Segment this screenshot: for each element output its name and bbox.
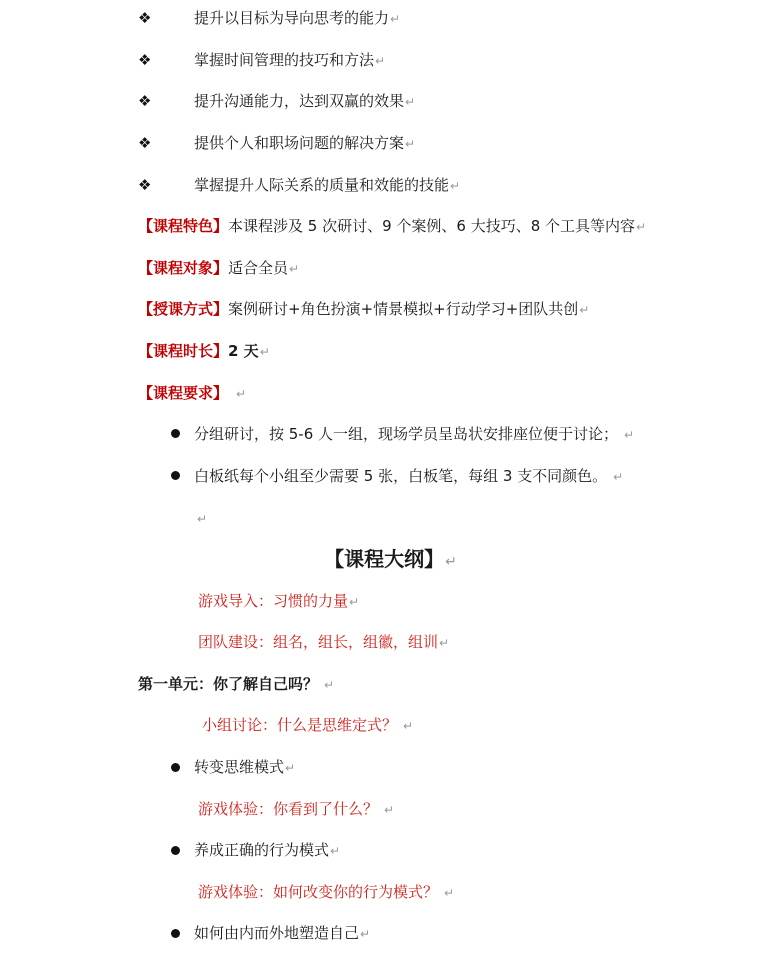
outline-item: 养成正确的行为模式↵ bbox=[194, 841, 341, 859]
info-label: 【授课方式】 bbox=[138, 300, 229, 318]
outline-item: 转变思维模式↵ bbox=[194, 758, 296, 776]
bullet-dot-icon bbox=[171, 929, 180, 938]
course-audience bbox=[138, 258, 299, 279]
game-experience: 游戏体验：如何改变你的行为模式？ ↵ bbox=[198, 883, 455, 901]
info-label: 【课程特色】 bbox=[138, 217, 229, 235]
paragraph-mark-icon: ↵ bbox=[403, 719, 414, 733]
bullet-dot-icon bbox=[171, 846, 180, 855]
course-duration bbox=[138, 341, 270, 362]
diamond-bullet-icon: ❖ bbox=[138, 176, 152, 194]
requirement-item: 白板纸每个小组至少需要 5 张，白板笔，每组 3 支不同颜色。 ↵ bbox=[194, 467, 624, 485]
goal-item: 提升沟通能力，达到双赢的效果↵ bbox=[194, 92, 416, 110]
paragraph-mark-icon: ↵ bbox=[285, 761, 296, 775]
info-label: 【课程时长】 bbox=[138, 342, 229, 360]
info-value: 本课程涉及 5 次研讨、9 个案例、6 大技巧、8 个工具等内容 bbox=[228, 217, 636, 235]
paragraph-mark-icon: ↵ bbox=[375, 54, 386, 68]
paragraph-mark-icon: ↵ bbox=[324, 678, 335, 692]
paragraph-mark-icon: ↵ bbox=[236, 387, 247, 401]
paragraph-mark-icon: ↵ bbox=[360, 927, 371, 941]
paragraph-mark-icon: ↵ bbox=[349, 595, 360, 609]
info-label: 【课程要求】 bbox=[138, 384, 229, 402]
paragraph-mark-icon: ↵ bbox=[624, 428, 635, 442]
goal-item: 掌握时间管理的技巧和方法↵ bbox=[194, 51, 386, 69]
goal-item: 提供个人和职场问题的解决方案↵ bbox=[194, 134, 416, 152]
course-method bbox=[138, 299, 589, 320]
paragraph-mark-icon: ↵ bbox=[405, 137, 416, 151]
group-discussion: 小组讨论：什么是思维定式？ ↵ bbox=[202, 716, 414, 734]
paragraph-mark-icon: ↵ bbox=[390, 12, 401, 26]
game-intro: 游戏导入：习惯的力量↵ bbox=[198, 592, 360, 610]
paragraph-mark-icon: ↵ bbox=[445, 554, 457, 570]
paragraph-mark-icon: ↵ bbox=[197, 512, 208, 526]
info-value: 案例研讨+角色扮演+情景模拟+行动学习+团队共创 bbox=[228, 300, 579, 318]
paragraph-mark-icon: ↵ bbox=[330, 844, 341, 858]
course-features bbox=[138, 216, 646, 237]
empty-paragraph bbox=[196, 508, 207, 529]
paragraph-mark-icon: ↵ bbox=[289, 262, 300, 276]
game-experience: 游戏体验：你看到了什么？ ↵ bbox=[198, 800, 395, 818]
info-value: 2 天 bbox=[228, 342, 259, 360]
diamond-bullet-icon: ❖ bbox=[138, 92, 152, 110]
course-requirements bbox=[138, 383, 246, 404]
paragraph-mark-icon: ↵ bbox=[384, 803, 395, 817]
info-value: 适合全员 bbox=[228, 259, 289, 277]
paragraph-mark-icon: ↵ bbox=[579, 303, 590, 317]
paragraph-mark-icon: ↵ bbox=[450, 179, 461, 193]
outline-item: 如何由内而外地塑造自己↵ bbox=[194, 924, 371, 942]
info-label: 【课程对象】 bbox=[138, 259, 229, 277]
unit-heading: 第一单元：你了解自己吗？ ↵ bbox=[138, 675, 335, 693]
outline-title: 【课程大纲】↵ bbox=[324, 547, 457, 571]
bullet-dot-icon bbox=[171, 429, 180, 438]
paragraph-mark-icon: ↵ bbox=[613, 470, 624, 484]
team-building: 团队建设：组名，组长，组徽，组训↵ bbox=[198, 633, 450, 651]
bullet-dot-icon bbox=[171, 763, 180, 772]
diamond-bullet-icon: ❖ bbox=[138, 134, 152, 152]
diamond-bullet-icon: ❖ bbox=[138, 9, 152, 27]
paragraph-mark-icon: ↵ bbox=[259, 345, 270, 359]
requirement-item: 分组研讨，按 5-6 人一组，现场学员呈岛状安排座位便于讨论； ↵ bbox=[194, 425, 635, 443]
bullet-dot-icon bbox=[171, 471, 180, 480]
paragraph-mark-icon: ↵ bbox=[444, 886, 455, 900]
paragraph-mark-icon: ↵ bbox=[405, 95, 416, 109]
diamond-bullet-icon: ❖ bbox=[138, 51, 152, 69]
goal-item: 提升以目标为导向思考的能力↵ bbox=[194, 9, 401, 27]
paragraph-mark-icon: ↵ bbox=[636, 220, 647, 234]
paragraph-mark-icon: ↵ bbox=[439, 636, 450, 650]
goal-item: 掌握提升人际关系的质量和效能的技能↵ bbox=[194, 176, 461, 194]
